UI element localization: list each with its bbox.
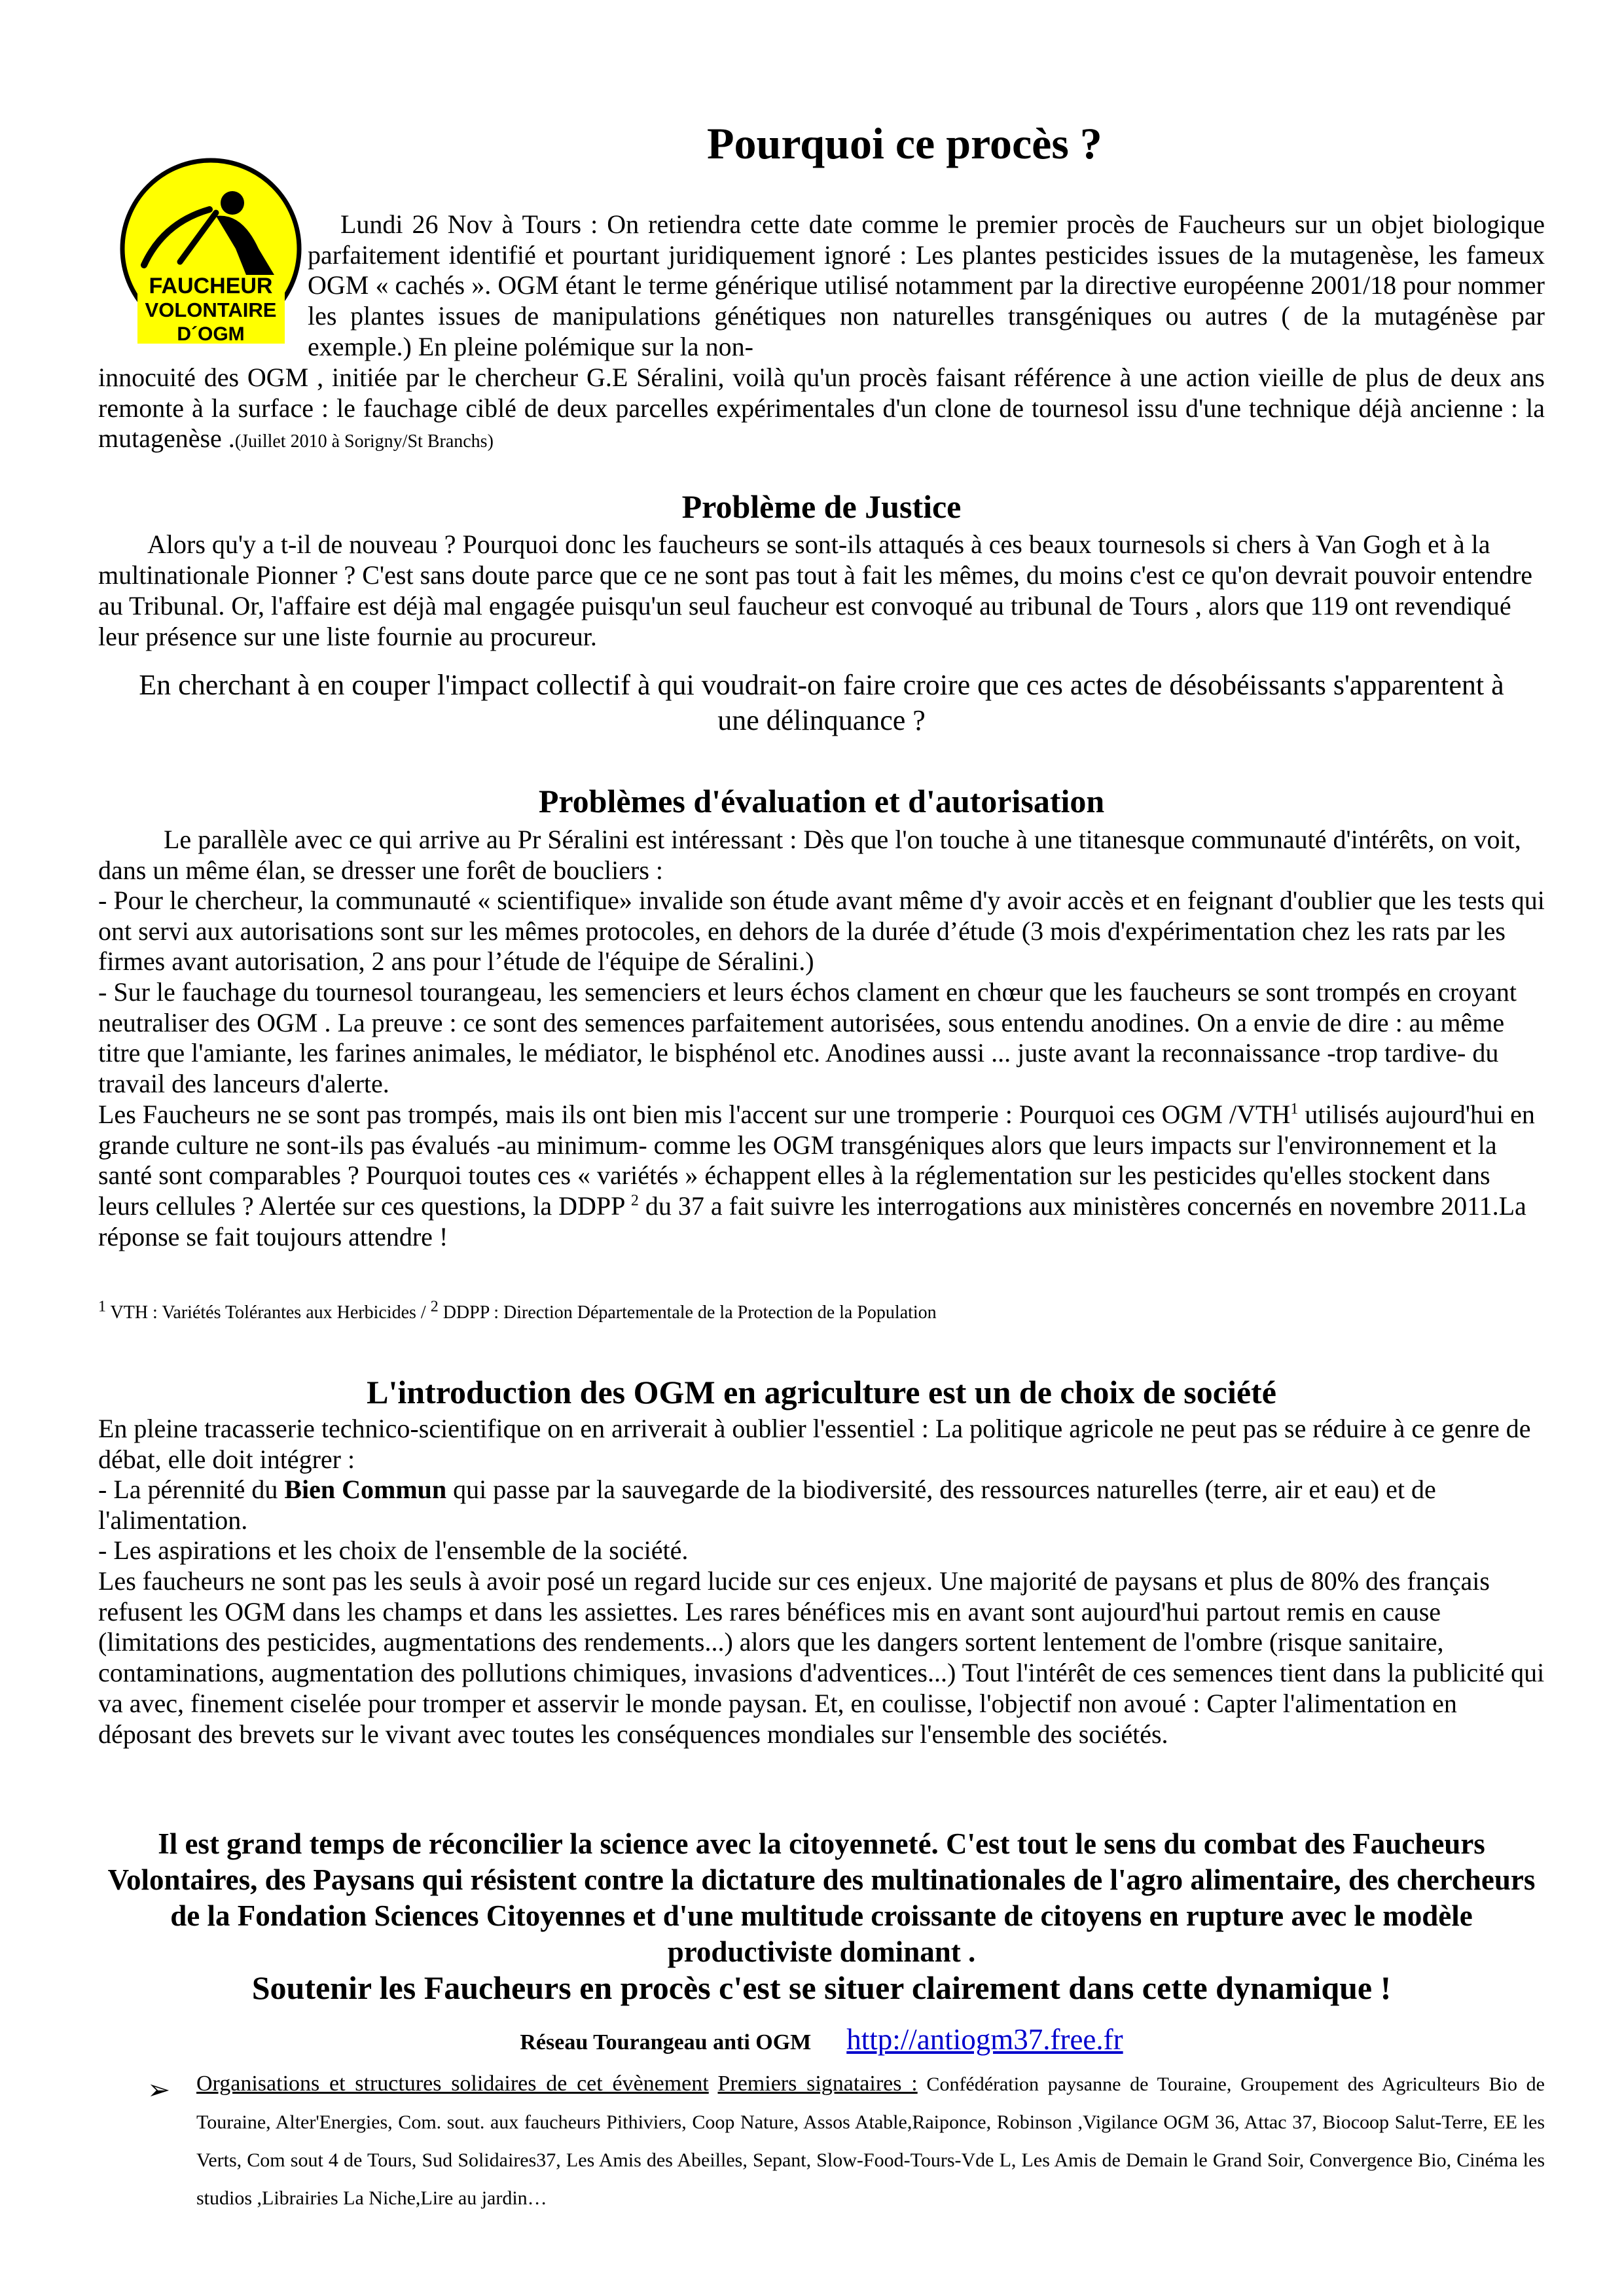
reseau-line bbox=[98, 2022, 1545, 2056]
evaluation-text-b: utilisés aujourd'hui en grande culture ne sont-ils pas évalués -au minimum- comme les OGM transgéniques alors que leurs impacts sur l'environnement et la santé sont comparables ? Pourquoi toutes ces « variétés » échappent elles à la réglementation sur les pesticides qu'elles stockent dans leurs cellules ? Alertée sur ces questions, la DDPP bbox=[98, 1100, 1535, 1221]
footnote-ref-2: 2 bbox=[630, 1192, 639, 1210]
page-title: Pourquoi ce procès ? bbox=[707, 118, 1102, 168]
evaluation-text-c: du 37 a fait suivre les interrogations aux ministères concernés en novembre 2011.La réponse se fait toujours attendre ! bbox=[98, 1191, 1526, 1251]
logo-text-line3: D´OGM bbox=[177, 323, 245, 345]
conclusion-bold-paragraph: Il est grand temps de réconcilier la science avec la citoyenneté. C'est tout le sens du combat des Faucheurs Volontaires, des Paysans qui résistent contre la dictature des multinationales de l'agro alimentaire, des chercheurs de la Fondation Sciences Citoyennes et d'une multitude croissante de citoyens en rupture avec le modèle productiviste dominant . bbox=[107, 1827, 1536, 1968]
footnote-2: DDPP : Direction Départementale de la Protection de la Population bbox=[438, 1302, 937, 1323]
logo-text-line1: FAUCHEUR bbox=[149, 274, 273, 298]
footnotes bbox=[98, 1298, 937, 1323]
logo-text-line2: VOLONTAIRE bbox=[145, 298, 277, 321]
intro-date-note: (Juillet 2010 à Sorigny/St Branchs) bbox=[234, 431, 494, 452]
societe-paragraph-3: - Les aspirations et les choix de l'ensemble de la société. bbox=[98, 1535, 689, 1565]
evaluation-paragraph-3: - Sur le fauchage du tournesol tourangeau, les semenciers et leurs échos clament en chœur que les faucheurs se sont trompés en croyant neutraliser des OGM . La preuve : ce sont des semences parfaitement autorisées, sous entendu anodines. On a envie de dire : au même titre que l'amiante, les farines animales, le médiator, le bisphénol etc. Anodines aussi ... juste avant la reconnaissance -trop tardive- du travail des lanceurs d'alerte. bbox=[98, 977, 1517, 1099]
evaluation-paragraph-2: - Pour le chercheur, la communauté « scientifique» invalide son étude avant même d'y avoir accès et en feignant d'oublier que les tests qui ont servi aux autorisations sont sur les mêmes protocoles, en dehors de la durée d’étude (3 mois d'expérimentation chez les rats par les firmes avant autorisation, 2 ans pour l’étude de l'équipe de Séralini.) bbox=[98, 886, 1545, 977]
evaluation-text-a: Les Faucheurs ne se sont pas trompés, mais ils ont bien mis l'accent sur une tromperie : Pourquoi ces OGM /VTH bbox=[98, 1100, 1291, 1129]
intro-text: innocuité des OGM , initiée par le chercheur G.E Séralini, voilà qu'un procès faisant référence à une action vieille de plus de deux ans remonte à la surface : le fauchage ciblé de deux parcelles expérimentales d'un clone de tournesol issu d'une technique déjà ancienne : la mutagenèse . bbox=[98, 363, 1545, 454]
organisations-list bbox=[196, 2065, 1545, 2217]
evaluation-paragraph-1: Le parallèle avec ce qui arrive au Pr Séralini est intéressant : Dès que l'on touche à une titanesque communauté d'intérêts, on voit, dans un même élan, se dresser une forêt de boucliers : bbox=[98, 825, 1521, 885]
footnote-num-1: 1 bbox=[98, 1298, 106, 1316]
justice-paragraph-1: Alors qu'y a t-il de nouveau ? Pourquoi donc les faucheurs se sont-ils attaqués à ces beaux tournesols si chers à Van Gogh et à la multinationale Pionner ? C'est sans doute parce que ce ne sont pas tout à fait les mêmes, du moins c'est ce qu'on devrait pouvoir entendre au Tribunal. Or, l'affaire est déjà mal engagée puisqu'un seul faucheur est convoqué au tribunal de Tours , alors que 119 ont revendiqué leur présence sur une liste fournie au procureur. bbox=[98, 529, 1533, 651]
faucheur-volontaire-logo bbox=[118, 151, 304, 357]
reseau-link[interactable]: http://antiogm37.free.fr bbox=[846, 2023, 1123, 2056]
bien-commun-bold: Bien Commun bbox=[284, 1475, 447, 1504]
intro-paragraph-part2 bbox=[98, 363, 1545, 457]
orgs-label: Organisations et structures solidaires de cet évènement bbox=[196, 2072, 709, 2096]
footnote-num-2: 2 bbox=[430, 1298, 439, 1316]
societe-text-a: - La pérennité du bbox=[98, 1475, 285, 1504]
societe-paragraph-2 bbox=[98, 1475, 1545, 1535]
societe-paragraph-1: En pleine tracasserie technico-scientifique on en arriverait à oublier l'essentiel : La politique agricole ne peut pas se réduire à ce genre de débat, elle doit intégrer : bbox=[98, 1414, 1531, 1474]
orgs-names: Confédération paysanne de Touraine, Groupement des Agriculteurs Bio de Touraine, Alter'Energies, Com. sout. aux faucheurs Pithiviers, Coop Nature, Assos Atable,Raiponce, Robinson ,Vigilance OGM 36, Attac 37, Biocoop Salut-Terre, EE les Verts, Com sout 4 de Tours, Sud Solidaires37, Les Amis des Abeilles, Sepant, Slow-Food-Tours-Vde L, Les Amis de Demain le Grand Soir, Convergence Bio, Cinéma les studios ,Librairies La Niche,Lire au jardin… bbox=[196, 2073, 1545, 2209]
heading-societe: L'introduction des OGM en agriculture est un de choix de société bbox=[367, 1374, 1276, 1410]
societe-paragraph-4: Les faucheurs ne sont pas les seuls à avoir posé un regard lucide sur ces enjeux. Une majorité de paysans et plus de 80% des français refusent les OGM dans les champs et dans les assiettes. Les rares bénéfices mis en avant sont aujourd'hui partout remis en cause (limitations des pesticides, augmentations des rendements...) alors que les dangers sortent lentement de l'ombre (risque sanitaire, contaminations, augmentation des pollutions chimiques, invasions d'adventices...) Tout l'intérêt de ces semences tient dans la publicité qui va avec, finement ciselée pour tromper et asservir le monde paysan. Et, en coulisse, l'objectif non avoué : Capter l'alimentation en déposant des brevets sur le vivant avec toutes les conséquences mondiales sur l'ensemble des sociétés. bbox=[98, 1566, 1545, 1749]
justice-paragraph-2: En cherchant à en couper l'impact collectif à qui voudrait-on faire croire que ces actes de désobéissants s'apparentent à une délinquance ? bbox=[139, 669, 1504, 736]
evaluation-paragraph-4 bbox=[98, 1100, 1545, 1253]
intro-paragraph-part1: Lundi 26 Nov à Tours : On retiendra cette date comme le premier procès de Faucheurs sur un objet biologique parfaitement identifié et pourtant juridiquement ignoré : Les plantes pesticides issues de la mutagenèse, les fameux OGM « cachés ». OGM étant le terme générique utilisé notamment par la directive européenne 2001/18 pour nommer les plantes issues de manipulations génétiques non naturelles transgéniques ou autres ( de la mutagénèse par exemple.) En pleine polémique sur la non- bbox=[308, 209, 1545, 361]
signataires-label: Premiers signataires : bbox=[717, 2072, 918, 2096]
heading-justice: Problème de Justice bbox=[681, 488, 962, 525]
heading-evaluation: Problèmes d'évaluation et d'autorisation bbox=[538, 783, 1105, 819]
societe-text-b: qui passe par la sauvegarde de la biodiversité, des ressources naturelles (terre, air et eau) et de l'alimentation. bbox=[98, 1475, 1436, 1535]
conclusion-call-to-action: Soutenir les Faucheurs en procès c'est se situer clairement dans cette dynamique ! bbox=[251, 1969, 1392, 2006]
arrow-bullet-icon: ➢ bbox=[147, 2073, 171, 2106]
footnote-1: VTH : Variétés Tolérantes aux Herbicides / bbox=[106, 1302, 431, 1323]
reseau-name: Réseau Tourangeau anti OGM bbox=[520, 2030, 812, 2054]
footnote-ref-1: 1 bbox=[1290, 1100, 1299, 1118]
